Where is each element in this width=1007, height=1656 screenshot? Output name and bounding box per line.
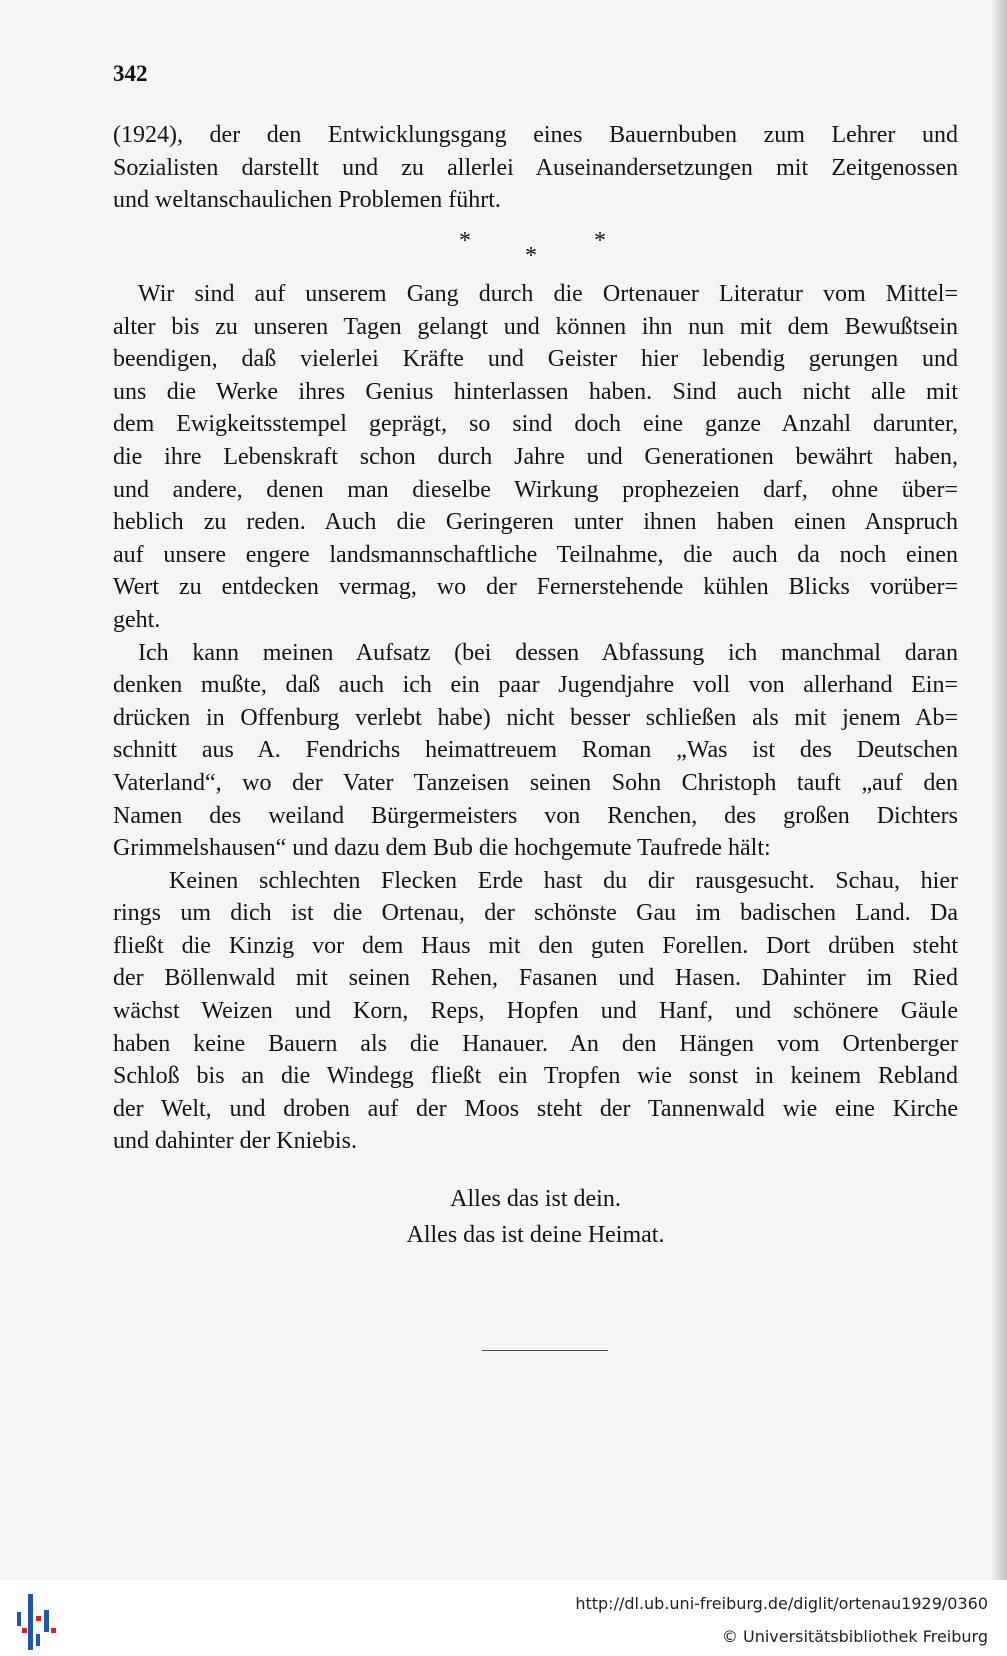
text-line: Keinen schlechten Flecken Erde hast du dir rausgesucht. Schau, hier <box>169 867 958 894</box>
paragraph-conclusion <box>113 278 958 637</box>
text-line: heblich zu reden. Auch die Geringeren unter ihnen haben einen Anspruch <box>113 509 958 536</box>
separator-asterisk: * <box>525 243 537 269</box>
text-line: dem Ewigkeitsstempel geprägt, so sind doch eine ganze Anzahl darunter, <box>113 411 958 438</box>
text-line: schnitt aus A. Fendrichs heimattreuem Roman „Was ist des Deutschen <box>113 737 958 764</box>
text-line: (1924), der den Entwicklungsgang eines Bauernbuben zum Lehrer und <box>113 122 958 148</box>
text-line: Schloß bis an die Windegg fließt ein Tropfen wie sonst in keinem Rebland <box>113 1063 958 1090</box>
footnote-rule <box>482 1350 608 1351</box>
text-line: beendigen, daß vielerlei Kräfte und Geister hier lebendig gerungen und <box>113 346 958 373</box>
text-line: haben keine Bauern als die Hanauer. An den Hängen vom Ortenberger <box>113 1030 958 1057</box>
source-url: http://dl.ub.uni-freiburg.de/diglit/ortenau1929/0360 <box>575 1594 988 1613</box>
text-line: Wir sind auf unserem Gang durch die Ortenauer Literatur vom Mittel= <box>138 281 958 307</box>
text-line: drücken in Offenburg verlebt habe) nicht besser schließen als mit jenem Ab= <box>113 704 958 731</box>
text-line: rings um dich ist die Ortenau, der schönste Gau im badischen Land. Da <box>113 900 958 927</box>
closing-line: Alles das ist dein. <box>450 1186 621 1212</box>
text-line: Sozialisten darstellt und zu allerlei Auseinandersetzungen mit Zeitgenossen <box>113 154 958 181</box>
text-line: und dahinter der Kniebis. <box>113 1128 357 1155</box>
text-line: Vaterland“, wo der Vater Tanzeisen seinen Sohn Christoph tauft „auf den <box>113 769 958 796</box>
text-line: fließt die Kinzig vor dem Haus mit den guten Forellen. Dort drüben steht <box>113 932 958 959</box>
text-line: Namen des weiland Bürgermeisters von Renchen, des großen Dichters <box>113 802 958 829</box>
text-line: die ihre Lebenskraft schon durch Jahre und Generationen bewährt haben, <box>113 443 958 470</box>
text-line: denken mußte, daß auch ich ein paar Jugendjahre voll von allerhand Ein= <box>113 672 958 699</box>
text-line: Ich kann meinen Aufsatz (bei dessen Abfassung ich manchmal daran <box>138 639 958 666</box>
closing-line: Alles das ist deine Heimat. <box>406 1222 665 1248</box>
closing-lines <box>113 1181 958 1253</box>
separator-asterisk: * <box>594 228 606 254</box>
paragraph-continuation <box>113 119 958 217</box>
text-line: alter bis zu unseren Tagen gelangt und können ihn nun mit dem Bewußtsein <box>113 313 958 340</box>
text-line: Wert zu entdecken vermag, wo der Fernerstehende kühlen Blicks vorüber= <box>113 574 958 601</box>
text-line: und weltanschaulichen Problemen führt. <box>113 187 501 214</box>
text-line: wächst Weizen und Korn, Reps, Hopfen und Hanf, und schönere Gäule <box>113 998 958 1025</box>
text-line: geht. <box>113 606 161 633</box>
text-line: auf unsere engere landsmannschaftliche Teilnahme, die auch da noch einen <box>113 541 958 568</box>
text-line: uns die Werke ihres Genius hinterlassen haben. Sind auch nicht alle mit <box>113 378 958 405</box>
text-line: und andere, denen man dieselbe Wirkung prophezeien darf, ohne über= <box>113 476 958 503</box>
page-number: 342 <box>113 61 148 86</box>
paragraph-fendrich <box>113 637 958 865</box>
main-text <box>113 278 958 1158</box>
ub-freiburg-logo-icon <box>14 1594 58 1650</box>
text-line: der Böllenwald mit seinen Rehen, Fasanen und Hasen. Dahinter im Ried <box>113 965 958 992</box>
quote-taufrede <box>113 865 958 1158</box>
text-line: der Welt, und droben auf der Moos steht der Tannenwald wie eine Kirche <box>113 1095 958 1122</box>
scan-edge-shadow <box>991 0 1007 1580</box>
text-line: Grimmelshausen“ und dazu dem Bub die hochgemute Taufrede hält: <box>113 835 771 862</box>
separator-asterisk: * <box>459 228 471 254</box>
copyright-notice: © Universitätsbibliothek Freiburg <box>721 1627 988 1646</box>
